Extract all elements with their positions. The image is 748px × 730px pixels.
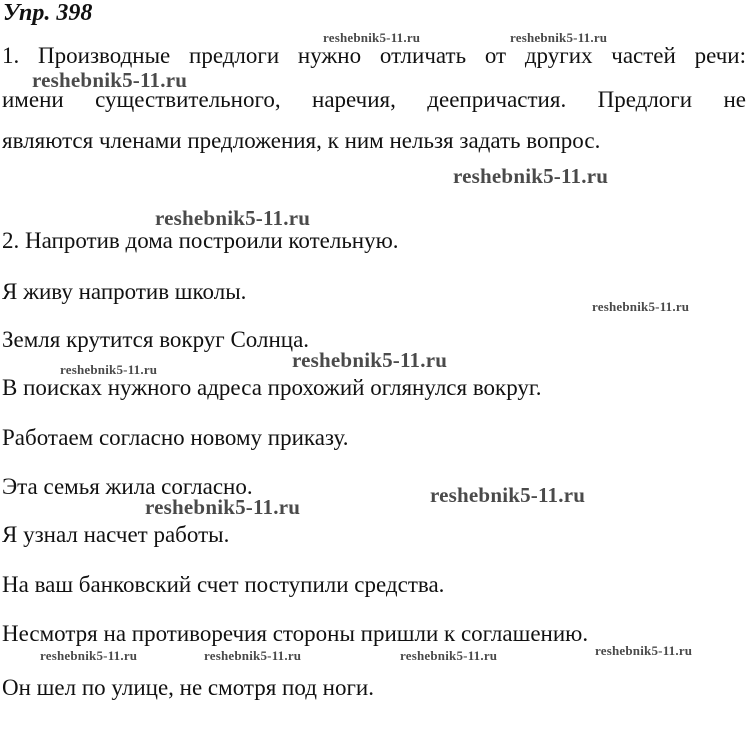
example-sentence: 2. Напротив дома построили котельную. xyxy=(2,228,399,253)
example-sentence: На ваш банковский счет поступили средства. xyxy=(2,572,445,597)
example-sentence: Земля крутится вокруг Солнца. xyxy=(2,327,310,352)
section1-line3: являются членами предложения, к ним нельзя задать вопрос. xyxy=(2,128,601,153)
watermark: reshebnik5-11.ru xyxy=(510,30,608,45)
watermark: reshebnik5-11.ru xyxy=(592,299,690,314)
watermark: reshebnik5-11.ru xyxy=(145,495,301,519)
example-sentence: Он шел по улице, не смотря под ноги. xyxy=(2,675,374,700)
example-sentence: Я узнал насчет работы. xyxy=(2,522,230,547)
section1-line1: 1. Производные предлоги нужно отличать от других частей речи: xyxy=(2,43,746,68)
section1-line2: имени существительного, наречия, деепричастия. Предлоги не xyxy=(2,87,746,112)
watermark: reshebnik5-11.ru xyxy=(453,164,609,188)
exercise-title: Упр. 398 xyxy=(3,0,93,26)
example-sentence: Я живу напротив школы. xyxy=(2,279,247,304)
watermark: reshebnik5-11.ru xyxy=(323,30,421,45)
example-sentence: Эта семья жила согласно. xyxy=(2,474,253,499)
watermark: reshebnik5-11.ru xyxy=(155,206,311,230)
watermark: reshebnik5-11.ru xyxy=(204,648,302,663)
watermark: reshebnik5-11.ru xyxy=(595,643,693,658)
watermark: reshebnik5-11.ru xyxy=(32,68,188,92)
watermark: reshebnik5-11.ru xyxy=(430,483,586,507)
watermark: reshebnik5-11.ru xyxy=(400,648,498,663)
example-sentence: Несмотря на противоречия стороны пришли к соглашению. xyxy=(2,621,589,646)
watermark: reshebnik5-11.ru xyxy=(40,648,138,663)
watermark: reshebnik5-11.ru xyxy=(292,348,448,372)
watermark: reshebnik5-11.ru xyxy=(60,362,158,377)
example-sentence: В поисках нужного адреса прохожий оглянулся вокруг. xyxy=(2,375,542,400)
example-sentence: Работаем согласно новому приказу. xyxy=(2,425,349,450)
